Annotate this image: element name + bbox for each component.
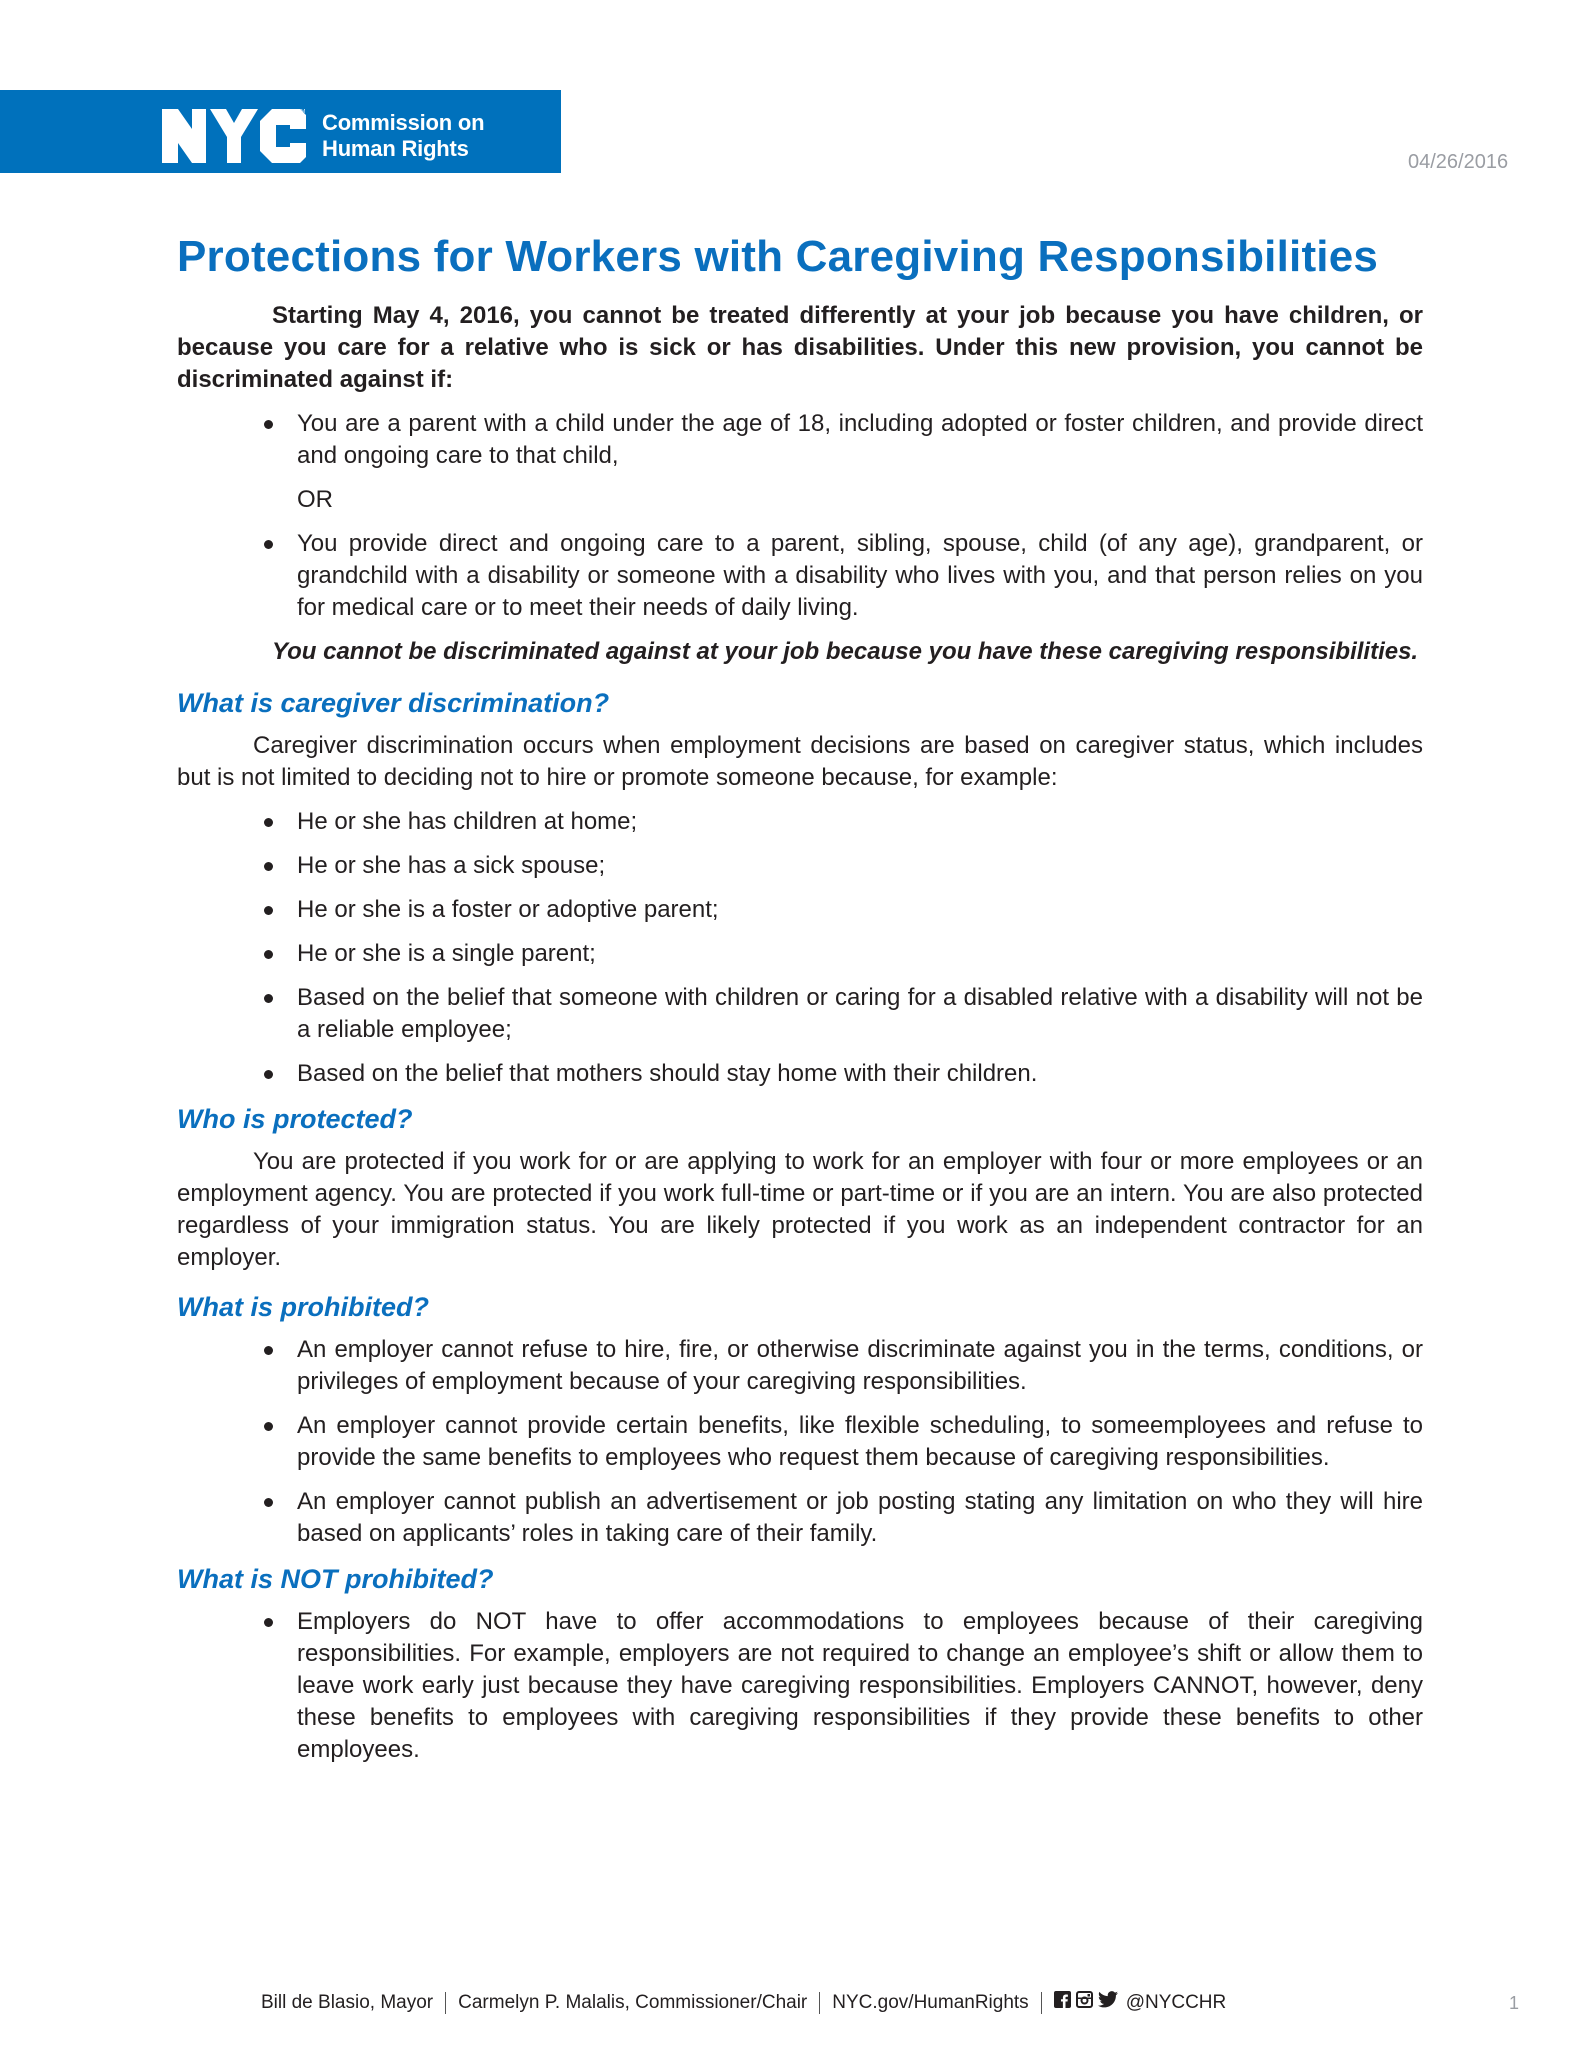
intro-paragraph: Starting May 4, 2016, you cannot be treated differently at your job because you have children, or because you care for a relative who is sick or has disabilities. Under this new provision, you cannot be discriminated against if: [177,302,1423,393]
footer-divider [819,1992,820,2014]
instagram-icon[interactable] [1076,1991,1093,2014]
list-item: An employer cannot provide certain benefits, like flexible scheduling, to someemployees and refuse to provide the same benefits to employees who request them because of caregiving responsibilities. [297,1410,1423,1474]
list-item: An employer cannot refuse to hire, fire, or otherwise discriminate against you in the terms, conditions, or privileges of employment because of your caregiving responsibilities. [297,1334,1423,1398]
agency-name [322,110,484,162]
list-item: Employers do NOT have to offer accommodations to employees because of their caregiving responsibilities. For example, employers are not required to change an employee’s shift or allow them to leave work early just because they have caregiving responsibilities. Employers CANNOT, however, deny these benefits to employees with caregiving responsibilities if they provide these benefits to other employees. [297,1606,1423,1766]
footer-website-link[interactable]: NYC.gov/HumanRights [832,1991,1029,2013]
list-item: He or she is a single parent; [297,938,1423,970]
section-who-is-protected [177,1102,1423,1274]
bullet-icon [264,1498,273,1507]
section-what-is-prohibited [177,1290,1423,1550]
section-paragraph: Caregiver discrimination occurs when employment decisions are based on caregiver status, which includes but is not limited to deciding not to hire or promote someone because, for example: [177,732,1423,791]
bullet-icon [264,420,273,429]
list-item: He or she has a sick spouse; [297,850,1423,882]
footer-social-handle[interactable]: @NYCCHR [1125,1991,1227,2013]
bullet-icon [264,1070,273,1079]
section-heading: What is prohibited? [177,1292,429,1322]
svg-text:TM: TM [298,109,306,115]
footer-mayor: Bill de Blasio, Mayor [261,1991,434,2013]
list-item: Based on the belief that someone with children or caring for a disabled relative with a disability will not be a reliable employee; [297,982,1423,1046]
section-heading: Who is protected? [177,1104,413,1134]
document-body [177,228,1423,1778]
prohibited-list [177,1334,1423,1550]
document-date: 04/26/2016 [1408,151,1509,173]
bullet-icon [264,950,273,959]
section-heading: What is NOT prohibited? [177,1564,494,1594]
emphasis-statement: You cannot be discriminated against at your job because you have these caregiving responsibilities. [272,638,1419,665]
or-label: OR [297,486,333,513]
page-number: 1 [1509,1993,1520,2013]
list-item: An employer cannot publish an advertisement or job posting stating any limitation on who they will hire based on applicants’ roles in taking care of their family. [297,1486,1423,1550]
section-what-is-not-prohibited [177,1562,1423,1766]
list-item: He or she is a foster or adoptive parent; [297,894,1423,926]
conditions-list-2 [177,528,1423,624]
footer [261,1991,1226,2014]
bullet-icon [264,1422,273,1431]
list-item: Based on the belief that mothers should stay home with their children. [297,1058,1423,1090]
nyc-logo [160,107,306,165]
bullet-icon [264,1346,273,1355]
section-paragraph: You are protected if you work for or are applying to work for an employer with four or more employees or an employment agency. You are protected if you work full-time or part-time or if you are an intern. You are also protected regardless of your immigration status. You are likely protected if you work as an independent contractor for an employer. [177,1148,1423,1271]
bullet-icon [264,818,273,827]
footer-divider [1041,1992,1042,2014]
bullet-icon [264,1618,273,1627]
twitter-icon[interactable] [1098,1991,1118,2014]
footer-divider [445,1992,446,2014]
section-caregiver-discrimination [177,686,1423,1090]
conditions-list [177,408,1423,472]
social-icons [1054,1991,1118,2014]
bullet-icon [264,906,273,915]
bullet-icon [264,540,273,549]
agency-line-2: Human Rights [322,136,469,161]
list-item: You provide direct and ongoing care to a parent, sibling, spouse, child (of any age), grandparent, or grandchild with a disability or someone with a disability who lives with you, and that person relies on you for medical care or to meet their needs of daily living. [297,528,1423,624]
not-prohibited-list [177,1606,1423,1766]
page-title: Protections for Workers with Caregiving Responsibilities [177,232,1379,281]
bullet-icon [264,994,273,1003]
list-item: You are a parent with a child under the age of 18, including adopted or foster children, and provide direct and ongoing care to that child, [297,408,1423,472]
agency-line-1: Commission on [322,110,485,135]
facebook-icon[interactable] [1054,1991,1071,2014]
section-heading: What is caregiver discrimination? [177,688,610,718]
footer-commissioner: Carmelyn P. Malalis, Commissioner/Chair [458,1991,808,2013]
examples-list [177,806,1423,1090]
bullet-icon [264,862,273,871]
list-item: He or she has children at home; [297,806,1423,838]
